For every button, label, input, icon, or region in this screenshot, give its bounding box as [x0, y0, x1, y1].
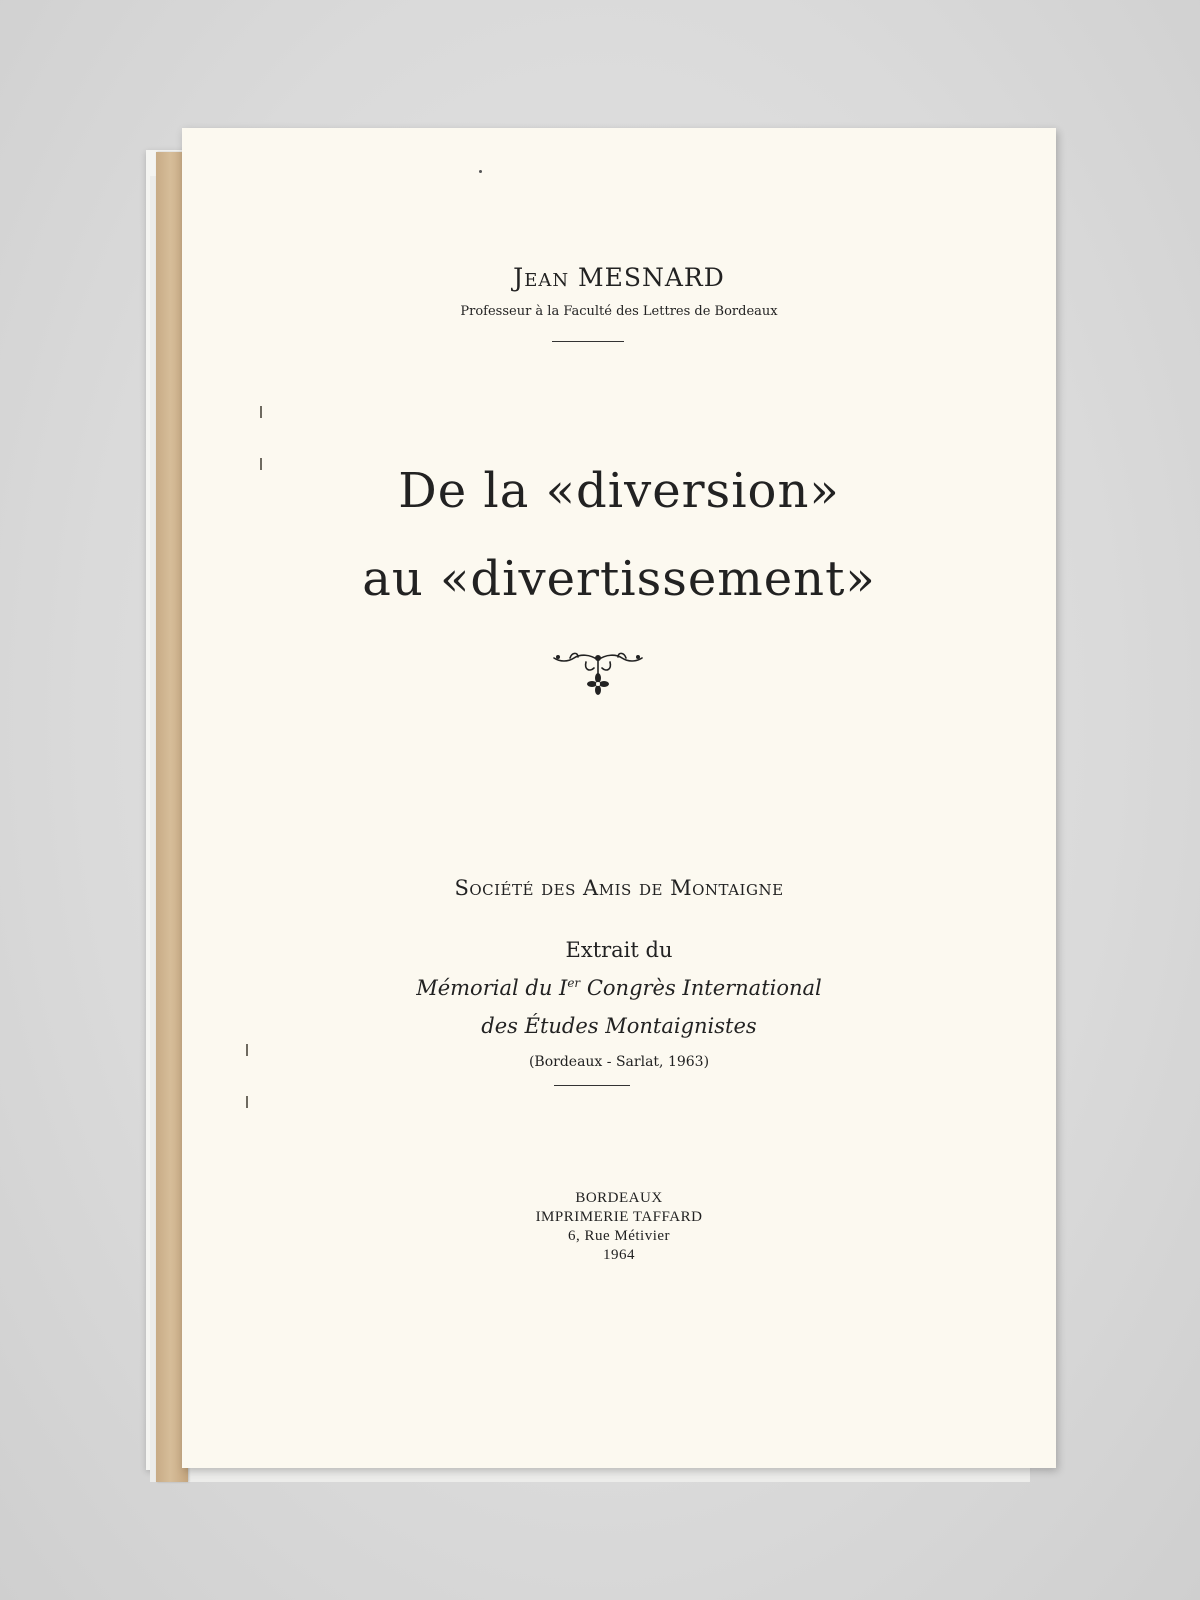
paper-speck — [479, 170, 482, 173]
society-name: Société des Amis de Montaigne — [454, 876, 784, 900]
memorial-title-end: Congrès International — [580, 976, 822, 1000]
author-name: Jean MESNARD — [513, 263, 725, 292]
extract-label: Extrait du — [565, 938, 673, 962]
ordinal-superscript: er — [567, 976, 581, 990]
divider-rule — [552, 341, 624, 342]
memorial-title-start: Mémorial du I — [416, 976, 568, 1000]
title-page — [182, 128, 1056, 1468]
imprint-year: 1964 — [603, 1247, 635, 1263]
divider-rule — [554, 1085, 630, 1086]
author-affiliation: Professeur à la Faculté des Lettres de Bordeaux — [460, 304, 778, 319]
staple-mark — [246, 1096, 248, 1108]
title-line-2: au «divertissement» — [362, 551, 876, 607]
imprint-city: BORDEAUX — [575, 1190, 663, 1206]
title-line-1: De la «diversion» — [398, 463, 840, 519]
imprint-street: 6, Rue Métivier — [567, 1228, 671, 1244]
memorial-title — [182, 976, 1056, 1000]
staple-mark — [260, 406, 262, 418]
imprint-printer: IMPRIMERIE TAFFARD — [535, 1209, 703, 1225]
floral-ornament-icon — [550, 648, 646, 698]
memorial-subtitle: des Études Montaignistes — [481, 1014, 757, 1038]
congress-place-date: (Bordeaux - Sarlat, 1963) — [528, 1054, 710, 1070]
